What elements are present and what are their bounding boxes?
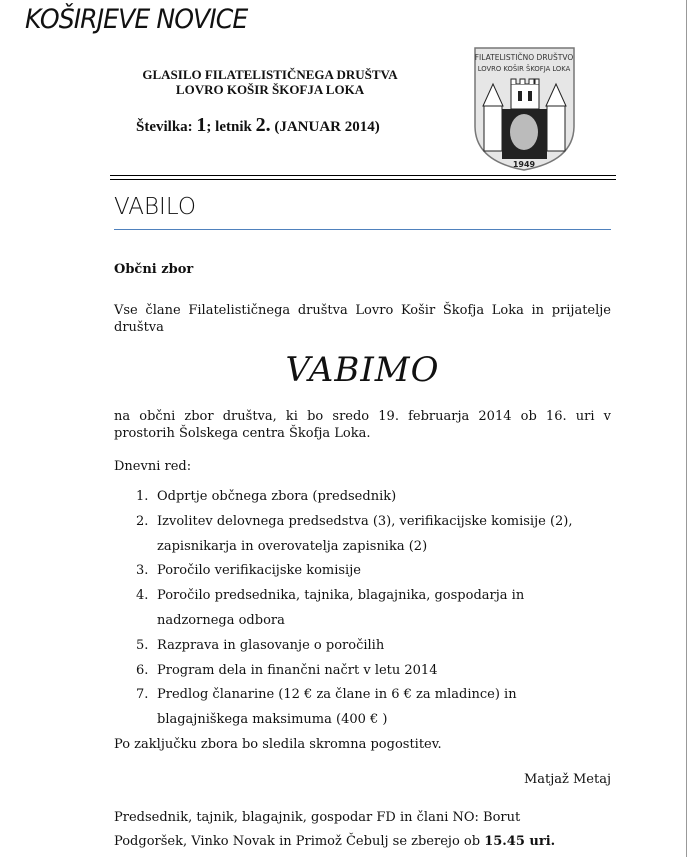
agenda-item-number: 3. [136, 563, 149, 579]
agenda-item-text: blagajniškega maksimuma (400 € ) [157, 712, 388, 728]
agenda-item-text: Poročilo predsednika, tajnika, blagajnika, gospodarja in [157, 588, 525, 604]
agenda-item-text: Odprtje občnega zbora (predsednik) [157, 489, 397, 504]
agenda-item-text: zapisnikarja in overovatelja zapisnika (2) [157, 538, 428, 554]
double-rule-bottom [110, 179, 616, 180]
meeting-line-2: prostorih Šolskega centra Škofja Loka. [114, 426, 371, 441]
note-line-2 [114, 834, 555, 849]
volume-label: ; letnik [206, 119, 256, 135]
section-underline [114, 229, 611, 230]
agenda-item-text: Predlog članarine (12 € za člane in 6 € za mladince) in [157, 687, 517, 703]
meeting-heading: Občni zbor [114, 262, 194, 277]
agenda-item-number: 6. [136, 662, 149, 678]
closing-text: Po zaključku zbora bo sledila skromna pogostitev. [114, 737, 442, 752]
issue-info [136, 114, 380, 137]
svg-text:1949: 1949 [512, 160, 536, 169]
agenda-item-number: 5. [136, 637, 149, 653]
issue-number: 1 [196, 114, 207, 136]
note-line-1: Predsednik, tajnik, blagajnik, gospodar FD in člani NO: Borut [114, 810, 521, 825]
agenda-item-number: 2. [136, 513, 149, 529]
agenda-item-number: 7. [136, 687, 149, 703]
agenda-item-text: Razprava in glasovanje o poročilih [157, 637, 385, 653]
agenda-item-text: Izvolitev delovnega predsedstva (3), verifikacijske komisije (2), [157, 513, 573, 529]
double-rule-top [110, 175, 616, 176]
issue-label: Številka: [136, 119, 197, 135]
signature: Matjaž Metaj [523, 772, 611, 787]
svg-text:FILATELISTIČNO DRUŠTVO: FILATELISTIČNO DRUŠTVO [474, 53, 574, 62]
newsletter-title: KOŠIRJEVE NOVICE [25, 4, 248, 35]
svg-text:LOVRO KOŠIR ŠKOFJA LOKA: LOVRO KOŠIR ŠKOFJA LOKA [477, 65, 571, 73]
agenda-item-text: nadzornega odbora [157, 613, 285, 628]
subtitle-line-1: GLASILO FILATELISTIČNEGA DRUŠTVA [142, 67, 398, 82]
note-text: Podgoršek, Vinko Novak in Primož Čebulj se zberejo ob [114, 834, 485, 849]
issue-date: (JANUAR 2014) [270, 119, 380, 135]
meeting-line-1: na občni zbor društva, ki bo sredo 19. februarja 2014 ob 16. uri v [114, 409, 611, 424]
section-title: VABILO [114, 194, 196, 220]
page-edge [686, 0, 687, 857]
agenda-item-number: 1. [136, 489, 149, 504]
subtitle-line-2: LOVRO KOŠIR ŠKOFJA LOKA [175, 82, 365, 97]
agenda-item-text: Poročilo verifikacijske komisije [157, 563, 361, 579]
invite-word: VABIMO [285, 350, 440, 390]
intro-line-2: društva [114, 320, 164, 335]
agenda-label: Dnevni red: [114, 459, 192, 474]
agenda-item-text: Program dela in finančni načrt v letu 2014 [157, 662, 438, 678]
volume-number: 2. [255, 114, 271, 136]
intro-line-1: Vse člane Filatelističnega društva Lovro Košir Škofja Loka in prijatelje [114, 303, 611, 318]
society-crest-logo [473, 46, 576, 172]
note-time: 15.45 uri. [484, 834, 556, 849]
agenda-item-number: 4. [136, 588, 149, 604]
